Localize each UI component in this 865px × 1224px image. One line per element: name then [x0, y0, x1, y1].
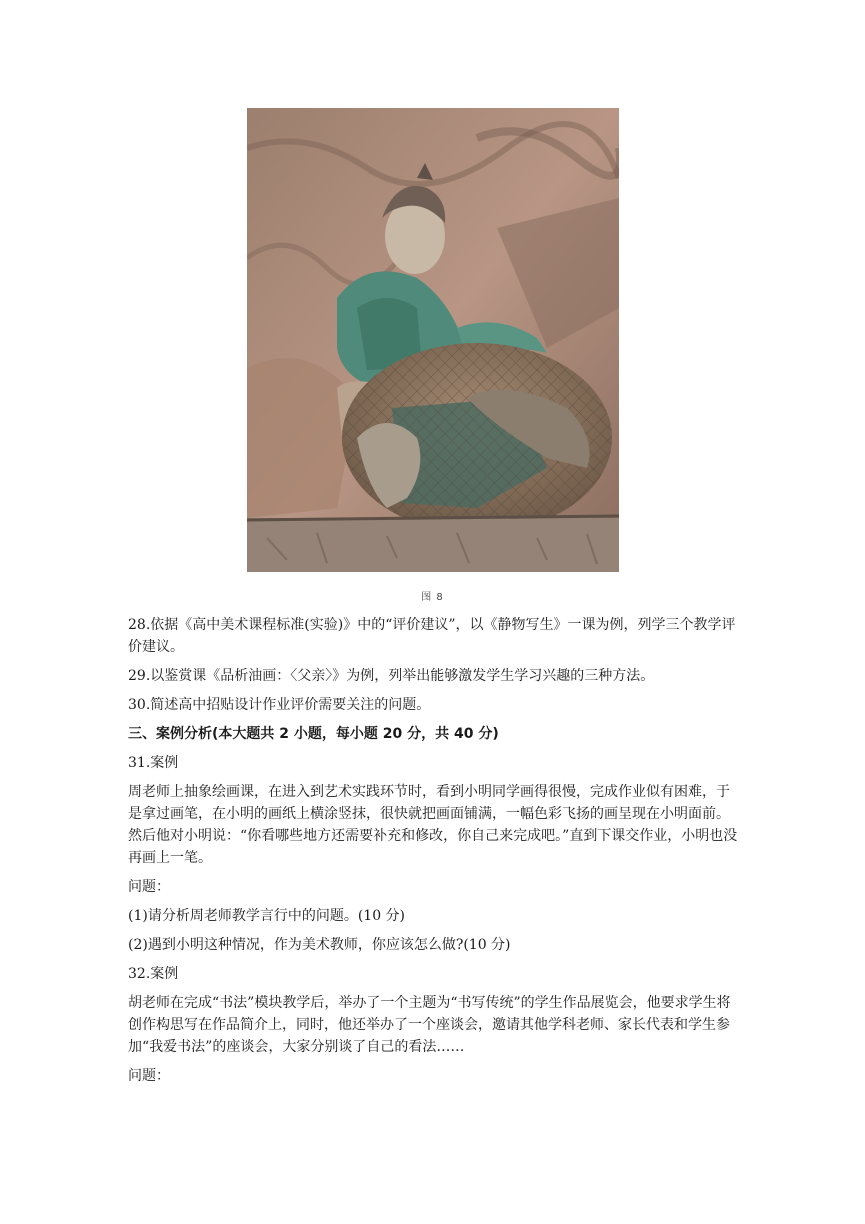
- case-31-question-1: (1)请分析周老师教学言行中的问题。(10 分): [128, 908, 406, 924]
- figure-caption: 图 8: [421, 592, 444, 603]
- case-31-questions-label: 问题：: [128, 879, 170, 895]
- section-heading: 三、案例分析(本大题共 2 小题，每小题 20 分，共 40 分): [128, 726, 499, 742]
- case-32-body: 胡老师在完成“书法”模块教学后，举办了一个主题为“书写传统”的学生作品展览会，他要求学生将创作构思写在作品简介上，同时，他还举办了一个座谈会，邀请其他学科老师、家长代表和学生参加“我爱书法”的座谈会，大家分别谈了自己的看法……: [128, 995, 731, 1055]
- document-body: [128, 614, 738, 1094]
- sculpture-photo: [247, 108, 619, 572]
- case-31-question-2: (2)遇到小明这种情况，作为美术教师，你应该怎么做?(10 分): [128, 937, 511, 953]
- case-31-body: 周老师上抽象绘画课，在进入到艺术实践环节时，看到小明同学画得很慢，完成作业似有困难，于是拿过画笔，在小明的画纸上横涂竖抹，很快就把画面铺满，一幅色彩飞扬的画呈现在小明面前。然后他对小明说：“你看哪些地方还需要补充和修改，你自己来完成吧。”直到下课交作业，小明也没再画上一笔。: [128, 784, 738, 866]
- question-29: 29.以鉴赏课《品析油画：〈父亲〉》为例，列举出能够激发学生学习兴趣的三种方法。: [128, 668, 655, 684]
- question-28: 28.依据《高中美术课程标准(实验)》中的“评价建议”，以《静物写生》一课为例，列学三个教学评价建议。: [128, 617, 736, 655]
- case-32-label: 32.案例: [128, 966, 179, 982]
- question-30: 30.简述高中招贴设计作业评价需要关注的问题。: [128, 697, 431, 713]
- case-32-questions-label: 问题：: [128, 1068, 170, 1084]
- case-31-label: 31.案例: [128, 755, 179, 771]
